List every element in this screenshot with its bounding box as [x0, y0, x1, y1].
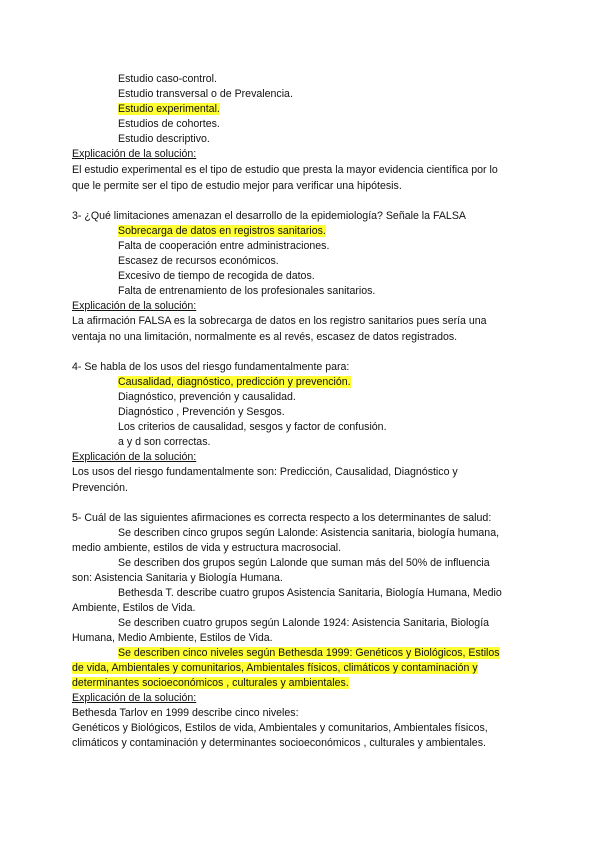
q4-explanation-line-1: Los usos del riesgo fundamentalmente son: Predicción, Causalidad, Diagnóstico y	[72, 466, 458, 478]
q3-explanation-line-1: La afirmación FALSA es la sobrecarga de datos en los registro sanitarios pues sería una	[72, 315, 487, 327]
q3-option-d: Excesivo de tiempo de recogida de datos.	[118, 270, 315, 282]
q3-option-e: Falta de entrenamiento de los profesionales sanitarios.	[118, 285, 376, 297]
q5-option-e-line-3	[72, 677, 349, 690]
q5-explanation-line-2: Genéticos y Biológicos, Estilos de vida, Ambientales y comunitarios, Ambientales físicos,	[72, 722, 488, 734]
q3-explanation-heading: Explicación de la solución:	[72, 300, 197, 312]
q5-option-b-line-1: Se describen dos grupos según Lalonde que suman más del 50% de influencia	[118, 557, 490, 569]
q4-question: 4- Se habla de los usos del riesgo fundamentalmente para:	[72, 361, 350, 373]
q3-question: 3- ¿Qué limitaciones amenazan el desarrollo de la epidemiología? Señale la FALSA	[72, 210, 466, 222]
q5-option-e-highlight-1: Se describen cinco niveles según Bethesda 1999: Genéticos y Biológicos, Estilos	[118, 647, 500, 659]
q3-option-a-highlight: Sobrecarga de datos en registros sanitarios.	[118, 225, 326, 237]
q5-option-e-highlight-2: de vida, Ambientales y comunitarios, Ambientales físicos, climáticos y contaminación y	[72, 662, 478, 674]
q5-option-e-highlight-3: determinantes socioeconómicos , culturales y ambientales.	[72, 677, 349, 689]
q2-option-d: Estudios de cohortes.	[118, 118, 220, 130]
q3-option-a	[118, 225, 326, 238]
q4-option-b: Diagnóstico, prevención y causalidad.	[118, 391, 296, 403]
q5-option-a-line-2: medio ambiente, estilos de vida y estructura macrosocial.	[72, 542, 342, 554]
q2-option-c	[118, 103, 220, 116]
q5-option-c-line-2: Ambiente, Estilos de Vida.	[72, 602, 196, 614]
q2-option-a: Estudio caso-control.	[118, 73, 217, 85]
q5-question: 5- Cuál de las siguientes afirmaciones es correcta respecto a los determinantes de salud:	[72, 512, 492, 524]
q2-option-c-highlight: Estudio experimental.	[118, 103, 220, 115]
q5-explanation-heading: Explicación de la solución:	[72, 692, 197, 704]
q5-option-e-line-2	[72, 662, 478, 675]
q2-explanation-heading: Explicación de la solución:	[72, 148, 197, 160]
q4-option-a-highlight: Causalidad, diagnóstico, predicción y prevención.	[118, 376, 351, 388]
q5-option-d-line-1: Se describen cuatro grupos según Lalonde 1924: Asistencia Sanitaria, Biología	[118, 617, 490, 629]
q5-option-b-line-2: son: Asistencia Sanitaria y Biología Humana.	[72, 572, 283, 584]
q2-option-b: Estudio transversal o de Prevalencia.	[118, 88, 293, 100]
q5-explanation-line-1: Bethesda Tarlov en 1999 describe cinco niveles:	[72, 707, 299, 719]
q3-explanation-line-2: ventaja no una limitación, normalmente es al revés, escasez de datos registrados.	[72, 331, 458, 343]
q4-option-a	[118, 376, 351, 389]
q2-explanation-line-1: El estudio experimental es el tipo de estudio que presta la mayor evidencia científica por lo	[72, 164, 498, 176]
q4-explanation-line-2: Prevención.	[72, 482, 128, 494]
q5-option-e-line-1	[118, 647, 500, 660]
q4-option-c: Diagnóstico , Prevención y Sesgos.	[118, 406, 285, 418]
q5-option-d-line-2: Humana, Medio Ambiente, Estilos de Vida.	[72, 632, 273, 644]
q4-explanation-heading: Explicación de la solución:	[72, 451, 197, 463]
q3-option-b: Falta de cooperación entre administraciones.	[118, 240, 330, 252]
q3-option-c: Escasez de recursos económicos.	[118, 255, 279, 267]
q4-option-e: a y d son correctas.	[118, 436, 211, 448]
q5-option-c-line-1: Bethesda T. describe cuatro grupos Asistencia Sanitaria, Biología Humana, Medio	[118, 587, 502, 599]
q5-explanation-line-3: climáticos y contaminación y determinantes socioeconómicos , culturales y ambientales.	[72, 737, 486, 749]
q2-explanation-line-2: que le permite ser el tipo de estudio mejor para verificar una hipótesis.	[72, 180, 402, 192]
q4-option-d: Los criterios de causalidad, sesgos y factor de confusión.	[118, 421, 387, 433]
q5-option-a-line-1: Se describen cinco grupos según Lalonde: Asistencia sanitaria, biología humana,	[118, 527, 500, 539]
q2-option-e: Estudio descriptivo.	[118, 133, 210, 145]
